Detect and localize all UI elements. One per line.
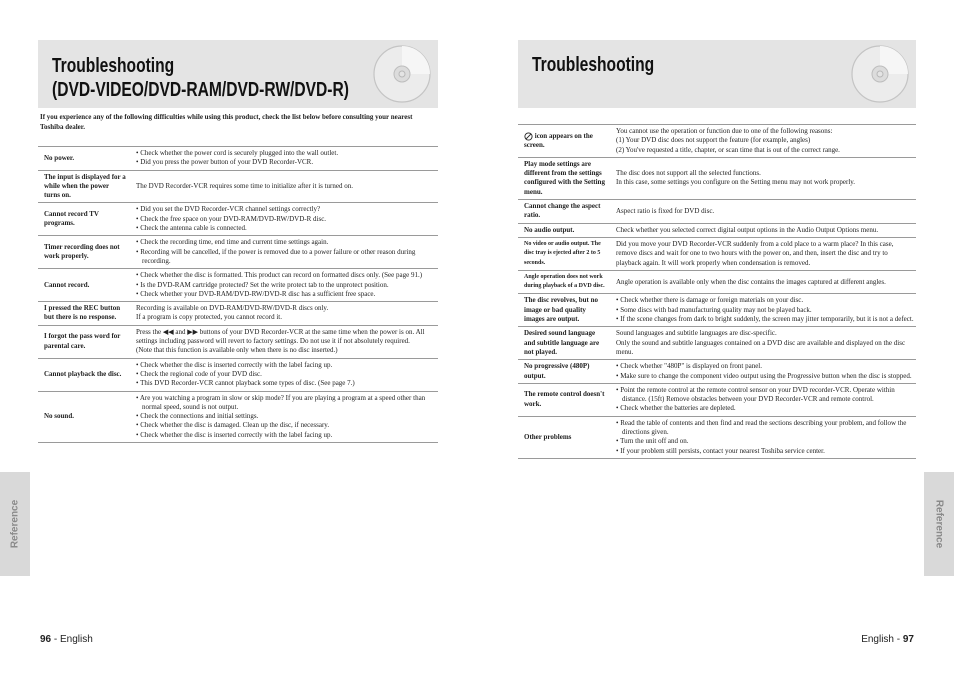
solution-cell [130,147,438,171]
table-row [38,302,438,326]
solution-cell [130,358,438,391]
problem-cell [38,147,130,171]
solution-list [136,271,436,299]
problem-text: Cannot record. [44,280,90,289]
table-row [518,294,916,327]
solution-cell [610,125,916,158]
solution-item: • This DVD Recorder-VCR cannot playback some types of disc. (See page 7.) [136,379,355,388]
problem-text: The input is displayed for a while when the power turns on. [44,172,126,200]
problem-cell [518,383,610,416]
problem-cell [518,360,610,384]
solution-item: • Recording will be cancelled, if the power is removed due to a power failure or other reason during recording. [136,247,416,265]
solution-cell [130,236,438,269]
solution-text: Angle operation is available only when the disc contains the images captured at different angles. [616,277,886,286]
page-number-left-suffix: - English [51,634,93,645]
page-number-right-prefix: English - [861,634,903,645]
solution-list [136,238,436,266]
solution-item: • If your problem still persists, contact your nearest Toshiba service center. [616,446,825,455]
solution-item: • Read the table of contents and then find and read the sections describing your problem, and follow the directions given. [616,418,907,437]
troubleshooting-table-left [38,146,438,443]
problem-cell [518,270,610,294]
solution-cell [610,157,916,199]
solution-list [616,419,914,456]
solution-item: • Did you press the power button of your DVD Recorder-VCR. [136,158,314,167]
solution-item: • Check the free space on your DVD-RAM/DVD-RW/DVD-R disc. [136,214,327,223]
problem-text: icon appears on the screen. [524,131,593,149]
page-number-right [861,634,914,645]
problem-text: I forgot the pass word for parental care. [44,332,121,350]
solution-item: • Check whether there is damage or foreign materials on your disc. [616,296,804,305]
solution-cell [610,294,916,327]
problem-cell [518,157,610,199]
solution-text: The disc does not support all the selected functions. [616,169,761,178]
solution-item: • Check whether the batteries are depleted. [616,404,736,413]
solution-text: Recording is available on DVD-RAM/DVD-RW/DVD-R discs only. [136,304,329,313]
solution-list [616,362,914,381]
solution-cell [610,270,916,294]
problem-cell [38,391,130,442]
solution-item: • Check whether the disc is damaged. Clean up the disc, if necessary. [136,421,330,430]
solution-text: (Note that this function is available only when there is no disc inserted.) [136,346,338,355]
solution-item: • Check whether the disc is inserted correctly with the label facing up. [136,430,333,439]
solution-item: • Check the antenna cable is connected. [136,224,247,233]
solution-text: In this case, some settings you configure on the Setting menu may not work properly. [616,178,856,187]
problem-cell [518,294,610,327]
solution-item: • Did you set the DVD Recorder-VCR channel settings correctly? [136,205,321,214]
problem-text: Cannot change the aspect ratio. [524,202,601,220]
left-page-title [52,54,349,102]
problem-text: The disc revolves, but no image or bad quality images are output. [524,296,598,324]
problem-cell [518,327,610,360]
problem-cell [38,325,130,358]
problem-cell [38,170,130,203]
table-row [518,270,916,294]
table-row [38,147,438,171]
solution-cell [130,203,438,236]
problem-text: Other problems [524,432,572,441]
solution-text: You cannot use the operation or function due to one of the following reasons: [616,127,833,135]
table-row [38,170,438,203]
table-row [38,269,438,302]
solution-item: • Is the DVD-RAM cartridge protected? Set the write protect tab to the unprotect position. [136,280,389,289]
solution-cell [610,416,916,458]
solution-list [136,361,436,389]
solution-text: (2) You've requested a title, chapter, or scan time that is out of the correct range. [616,145,840,154]
solution-cell [610,223,916,237]
solution-cell [610,383,916,416]
solution-text: Check whether you selected correct digital output options in the Audio Output Options menu. [616,225,879,234]
problem-text: I pressed the REC button but there is no response. [44,304,121,322]
problem-text: Cannot record TV programs. [44,210,99,228]
solution-item: • Are you watching a program in slow or skip mode? If you are playing a program at a speed other than normal speed, sound is not output. [136,393,426,411]
table-row [38,203,438,236]
table-row [38,391,438,442]
problem-text: Cannot playback the disc. [44,369,122,378]
solution-item: • Make sure to change the component video output using the Progressive button when the disc is stopped. [616,371,912,380]
solution-item: • Check whether the disc is formatted. This product can record on formatted discs only. (See page 91.) [136,271,423,280]
solution-cell [130,269,438,302]
solution-cell [130,170,438,203]
solution-item: • If the scene changes from dark to bright suddenly, the screen may jitter temporarily, but it is not a defect. [616,315,914,324]
solution-text: Aspect ratio is fixed for DVD disc. [616,206,715,215]
reference-tab-left-label: Reference [9,499,21,549]
solution-cell [610,200,916,224]
solution-text: Sound languages and subtitle languages are disc-specific. [616,329,777,338]
problem-text: Timer recording does not work properly. [44,243,120,261]
problem-cell [38,203,130,236]
solution-list [136,149,436,168]
disc-icon [372,44,432,104]
solution-cell [610,237,916,270]
table-row [518,157,916,199]
solution-cell [130,391,438,442]
left-title-line2: (DVD-VIDEO/DVD-RAM/DVD-RW/DVD-R) [52,79,349,101]
right-page-title: Troubleshooting [532,54,655,76]
solution-item: • Check the regional code of your DVD disc. [136,369,262,378]
table-row [38,358,438,391]
table-row [518,200,916,224]
solution-cell [610,360,916,384]
problem-text: No video or audio output. The disc tray is ejected after 2 to 5 seconds. [524,240,601,266]
table-row [518,360,916,384]
table-row [518,416,916,458]
table-row [518,237,916,270]
solution-list [616,386,914,414]
solution-item: • Point the remote control at the remote control sensor on your DVD recorder-VCR. Operate within distance. (15ft) Remove obstacles between your DVD Recorder-VCR and remote control. [616,385,895,404]
solution-list [136,394,436,440]
troubleshooting-table-right [518,124,916,459]
solution-item: • Some discs with bad manufacturing quality may not be played back. [616,305,812,314]
page-number-right-value: 97 [902,634,914,645]
reference-tab-left [0,472,30,576]
problem-text: Play mode settings are different from the settings configured with the Setting menu. [524,159,605,196]
problem-cell [518,200,610,224]
table-row [518,383,916,416]
table-row [518,327,916,360]
problem-text: Desired sound language and subtitle language are not played. [524,329,600,356]
problem-cell [518,416,610,458]
reference-tab-right [924,472,954,576]
problem-text: No audio output. [524,225,575,234]
solution-cell [130,325,438,358]
problem-cell [38,302,130,326]
problem-cell [38,358,130,391]
prohibited-icon [524,132,533,141]
table-row [38,325,438,358]
solution-cell [610,327,916,360]
solution-text: Did you move your DVD Recorder-VCR suddenly from a cold place to a warm place? In this case, remove discs and wait for one to two hours with the power on, and then, insert the disc and try to playback again. It will work properly when condensation is removed. [616,239,894,267]
problem-text: Angle operation does not work during playback of a DVD disc. [524,273,605,290]
solution-item: • Check the recording time, end time and current time settings again. [136,238,329,247]
table-row [518,223,916,237]
solution-item: • Check whether "480P" is displayed on front panel. [616,362,762,371]
left-title-line1: Troubleshooting [52,55,175,77]
page-number-left-value: 96 [40,634,52,645]
problem-text: No progressive (480P) output. [524,362,590,380]
solution-list [136,205,436,233]
solution-text: Press the ◀◀ and ▶▶ buttons of your DVD Recorder-VCR at the same time when the power is on. All settings including password will revert to factory settings. Do not use it if not absolutely required. [136,327,425,346]
solution-item: • Check whether the power cord is securely plugged into the wall outlet. [136,149,339,157]
solution-text: The DVD Recorder-VCR requires some time to initialize after it is turned on. [136,181,353,190]
solution-text: Only the sound and subtitle languages contained on a DVD disc are available and displayed on the disc menu. [616,338,906,356]
solution-list [616,296,914,324]
reference-tab-right-label: Reference [933,499,945,549]
intro-text: If you experience any of the following difficulties while using this product, check the list below before consulting your nearest Toshiba dealer. [40,113,413,131]
page-number-left [40,634,93,645]
problem-text: No sound. [44,412,74,421]
disc-icon [850,44,910,104]
solution-text: (1) Your DVD disc does not support the feature (for example, angles) [616,136,811,145]
solution-cell [130,302,438,326]
problem-cell [518,223,610,237]
problem-cell [38,269,130,302]
right-page-header [518,40,916,108]
solution-item: • Turn the unit off and on. [616,437,689,446]
solution-item: • Check whether the disc is inserted correctly with the label facing up. [136,360,333,369]
problem-text: No power. [44,153,75,162]
solution-item: • Check whether your DVD-RAM/DVD-RW/DVD-R disc has a sufficient free space. [136,289,376,298]
problem-text: The remote control doesn't work. [524,390,605,408]
problem-cell [518,125,610,158]
left-page-header [38,40,438,108]
solution-item: • Check the connections and initial settings. [136,412,259,421]
problem-cell [518,237,610,270]
problem-cell [38,236,130,269]
solution-text: If a program is copy protected, you cannot record it. [136,313,282,322]
table-row [38,236,438,269]
table-row [518,125,916,158]
